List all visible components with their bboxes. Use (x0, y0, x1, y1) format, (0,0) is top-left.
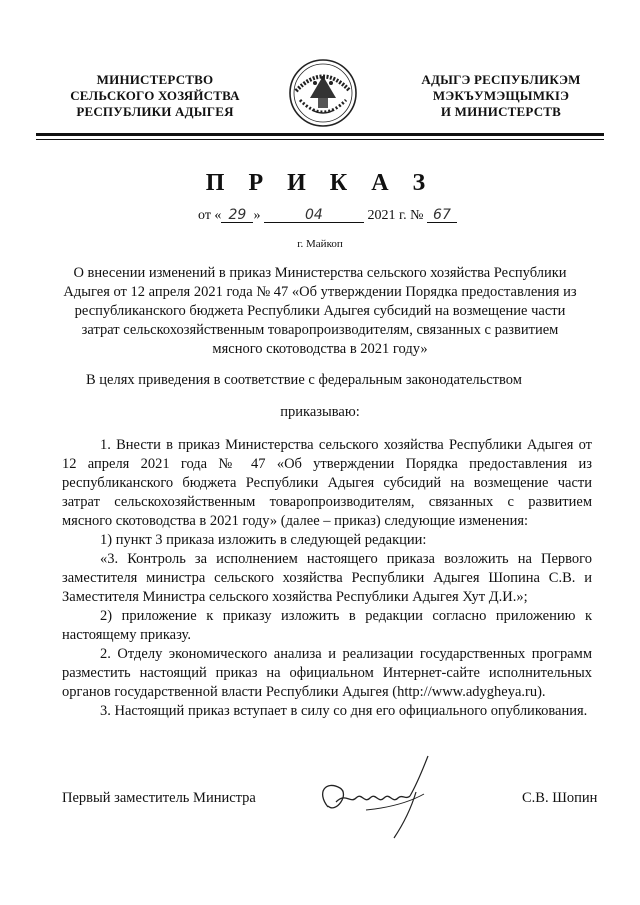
date-day: 29 (221, 208, 253, 223)
header-divider-thin (36, 139, 604, 140)
signatory-name: С.В. Шопин (522, 790, 598, 806)
date-year: 2021 г. (367, 208, 407, 223)
date-month: 04 (264, 208, 364, 223)
date-prefix: от « (198, 208, 222, 223)
ministry-name-adyghe (398, 72, 604, 120)
header-divider-thick (36, 133, 604, 136)
order-number: 67 (427, 208, 457, 223)
header-right-line: И МИНИСТЕРСТВ (440, 104, 562, 119)
date-mid: » (253, 208, 261, 223)
paragraph: 2. Отделу экономического анализа и реализации государственных программ разместить настоящий приказ на официальном Интернет-сайте исполнительных органов государственной власти Республики Адыгея (http://www.adygheya.ru). (62, 646, 592, 700)
header-right-line: МЭКЪУМЭЩЫМКIЭ (432, 88, 570, 103)
paragraph: 1. Внести в приказ Министерства сельского хозяйства Республики Адыгея от 12 апреля 2021 года № 47 «Об утверждении Порядка предоставления из республиканского бюджета Республики Адыгея субсидий на возмещение части затрат сельскохозяйственным товаропроизводителям, связанных с развитием мясного скотоводства в 2021 году» (далее – приказ) следующие изменения: (62, 437, 592, 529)
paragraph: «3. Контроль за исполнением настоящего приказа возложить на Первого заместителя министра сельского хозяйства Республики Адыгея Шопина С.В. и Заместителя Министра сельского хозяйства Республики Адыгея Хут Д.И.»; (62, 551, 592, 605)
paragraph: 2) приложение к приказу изложить в редакции согласно приложению к настоящему приказу. (62, 608, 592, 643)
ministry-name-russian (70, 72, 240, 120)
header-left-line: СЕЛЬСКОГО ХОЗЯЙСТВА (70, 88, 240, 103)
document-title: П Р И К А З (205, 170, 435, 196)
paragraph: 1) пункт 3 приказа изложить в следующей редакции: (100, 532, 427, 548)
city-name: г. Майкоп (297, 238, 343, 250)
handwritten-signature (306, 752, 436, 842)
paragraph: 3. Настоящий приказ вступает в силу со дня его официального опубликования. (100, 703, 588, 719)
header-right-line: АДЫГЭ РЕСПУБЛИКЭМ (421, 72, 581, 87)
date-line (198, 208, 498, 224)
purpose-statement: В целях приведения в соответствие с федеральным законодательством (86, 372, 522, 388)
header-left-line: РЕСПУБЛИКИ АДЫГЕЯ (76, 104, 234, 119)
order-body (62, 436, 592, 721)
coat-of-arms-emblem (288, 58, 358, 128)
header-left-line: МИНИСТЕРСТВО (96, 72, 214, 87)
signatory-position: Первый заместитель Министра (62, 790, 256, 806)
orders-word: приказываю: (280, 404, 360, 420)
order-subject: О внесении изменений в приказ Министерства сельского хозяйства Республики Адыгея от 12 апреля 2021 года № 47 «Об утверждении Порядка предоставления из республиканского бюджета Республики Адыгея субсидий на возмещение части затрат сельскохозяйственным товаропроизводителям, связанных с развитием мясного скотоводства в 2021 году» (63, 265, 577, 357)
order-number-prefix: № (410, 208, 424, 223)
